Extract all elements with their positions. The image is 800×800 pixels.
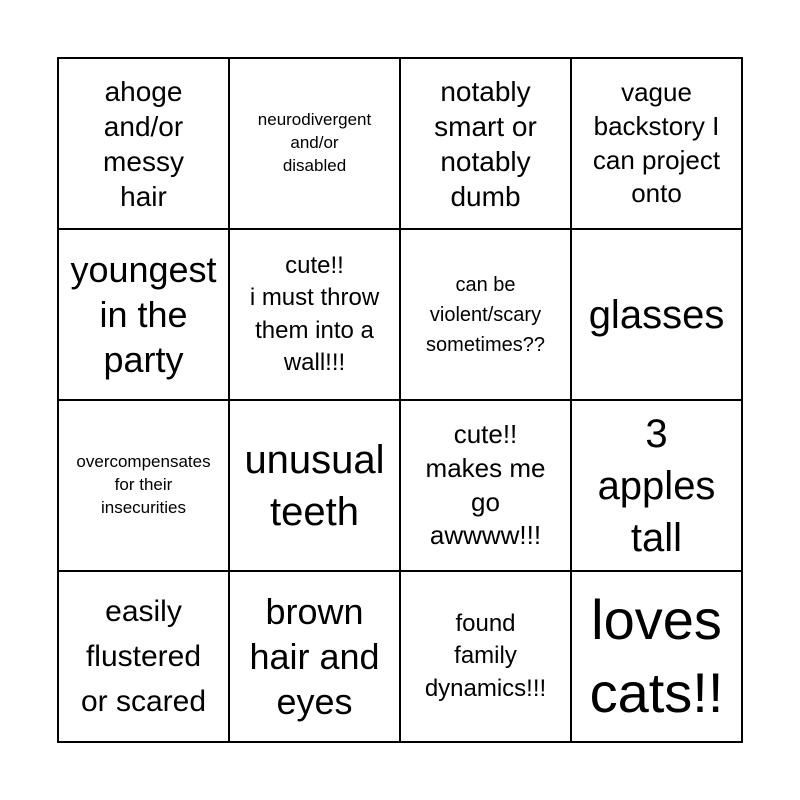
bingo-cell-flustered[interactable]: easily flustered or scared <box>59 572 230 743</box>
bingo-cell-overcompensates[interactable]: overcompensates for their insecurities <box>59 401 230 572</box>
bingo-cell-throw-into-wall[interactable]: cute!! i must throw them into a wall!!! <box>230 230 401 401</box>
bingo-cell-makes-me-aww[interactable]: cute!! makes me go awwww!!! <box>401 401 572 572</box>
bingo-cell-unusual-teeth[interactable]: unusual teeth <box>230 401 401 572</box>
bingo-cell-vague-backstory[interactable]: vague backstory I can project onto <box>572 59 743 230</box>
bingo-cell-smart-or-dumb[interactable]: notably smart or notably dumb <box>401 59 572 230</box>
bingo-cell-found-family[interactable]: found family dynamics!!! <box>401 572 572 743</box>
bingo-cell-violent-scary[interactable]: can be violent/scary sometimes?? <box>401 230 572 401</box>
bingo-cell-neurodivergent[interactable]: neurodivergent and/or disabled <box>230 59 401 230</box>
bingo-cell-apples-tall[interactable]: 3 apples tall <box>572 401 743 572</box>
bingo-cell-brown-hair[interactable]: brown hair and eyes <box>230 572 401 743</box>
bingo-board <box>57 57 743 743</box>
bingo-cell-glasses[interactable]: glasses <box>572 230 743 401</box>
bingo-cell-loves-cats[interactable]: loves cats!! <box>572 572 743 743</box>
bingo-cell-ahoge[interactable]: ahoge and/or messy hair <box>59 59 230 230</box>
bingo-cell-youngest[interactable]: youngest in the party <box>59 230 230 401</box>
